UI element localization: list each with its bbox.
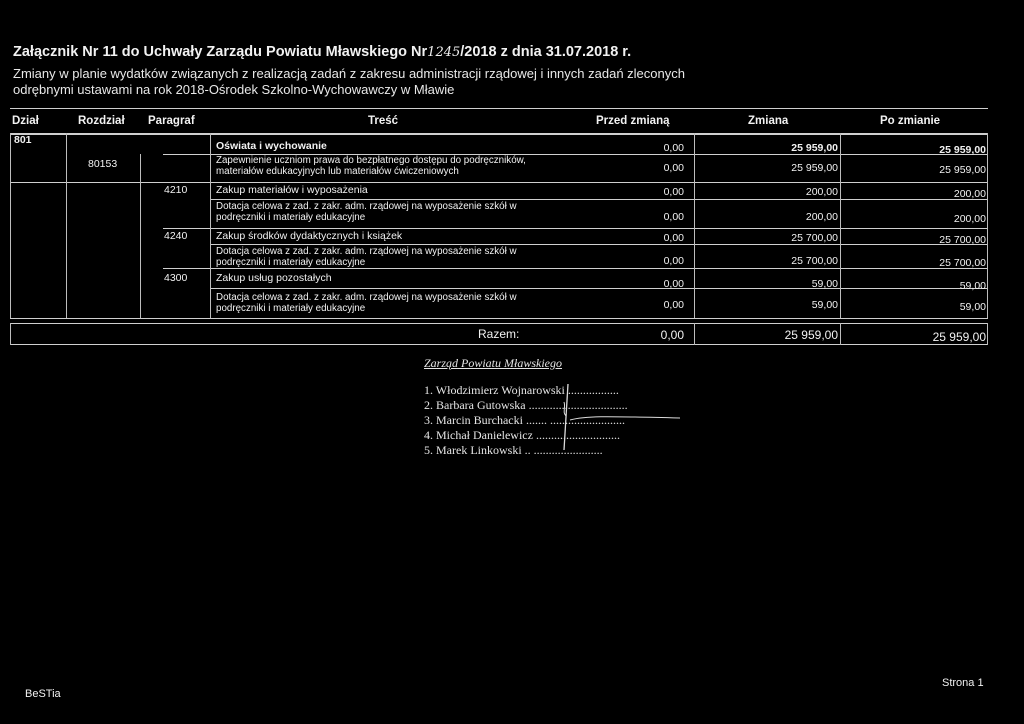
row-przed: 0,00 bbox=[663, 232, 684, 244]
row-po: 59,00 bbox=[959, 301, 986, 313]
row-po: 200,00 bbox=[953, 188, 986, 200]
row-divider bbox=[210, 199, 988, 200]
col-divider bbox=[140, 154, 141, 318]
row-divider bbox=[163, 228, 988, 229]
signature-line: 2. Barbara Gutowska ................................. bbox=[424, 398, 628, 412]
row-divider bbox=[10, 182, 988, 183]
signature-line: 4. Michał Danielewicz ............................ bbox=[424, 428, 620, 442]
row-po: 25 959,00 bbox=[939, 164, 986, 176]
row-przed: 0,00 bbox=[663, 299, 684, 311]
table-bottom-border bbox=[10, 318, 988, 319]
col-header-po: Po zmianie bbox=[880, 115, 941, 127]
row-po: 200,00 bbox=[953, 213, 986, 225]
row-tresc-line1: Zapewnienie uczniom prawa do bezpłatnego dostępu do podręczników, bbox=[216, 155, 526, 166]
row-przed: 0,00 bbox=[663, 211, 684, 223]
row-tresc-line2: podręczniki i materiały edukacyjne bbox=[216, 257, 366, 268]
row-tresc: Zakup usług pozostałych bbox=[216, 272, 332, 284]
col-divider bbox=[987, 133, 988, 318]
table-header-border bbox=[10, 133, 988, 135]
row-po: 25 700,00 bbox=[939, 234, 986, 246]
signature-line: 5. Marek Linkowski .. ....................... bbox=[424, 443, 603, 457]
total-zmiana: 25 959,00 bbox=[784, 328, 838, 342]
document-description-line2: odrębnymi ustawami na rok 2018-Ośrodek Szkolno-Wychowawczy w Mławie bbox=[13, 82, 455, 97]
handwritten-number: 1245 bbox=[427, 45, 461, 60]
footer-page-number: Strona 1 bbox=[942, 677, 984, 689]
row-paragraf: 4210 bbox=[164, 184, 188, 196]
col-divider bbox=[10, 133, 11, 318]
col-divider bbox=[694, 323, 695, 345]
row-tresc-line2: podręczniki i materiały edukacyjne bbox=[216, 303, 366, 314]
document-title: Załącznik Nr 11 do Uchwały Zarządu Powiatu Mławskiego Nr1245/2018 z dnia 31.07.2018 r. bbox=[13, 44, 632, 60]
row-tresc: Zakup środków dydaktycznych i książek bbox=[216, 230, 403, 242]
row-przed: 0,00 bbox=[663, 162, 684, 174]
row-zmiana: 25 959,00 bbox=[791, 142, 838, 154]
row-zmiana: 59,00 bbox=[811, 278, 838, 290]
row-po: 25 700,00 bbox=[939, 257, 986, 269]
row-przed: 0,00 bbox=[663, 255, 684, 267]
row-zmiana: 59,00 bbox=[811, 299, 838, 311]
row-zmiana: 200,00 bbox=[805, 186, 838, 198]
total-bottom-border bbox=[10, 344, 988, 345]
row-tresc-line1: Dotacja celowa z zad. z zakr. adm. rządowej na wyposażenie szkół w bbox=[216, 201, 517, 212]
row-przed: 0,00 bbox=[663, 278, 684, 290]
row-dzial: 801 bbox=[14, 134, 32, 146]
total-top-border bbox=[10, 323, 988, 324]
footer-software: BeSTia bbox=[25, 688, 61, 700]
col-header-dzial: Dział bbox=[12, 115, 39, 127]
col-header-zmiana: Zmiana bbox=[748, 115, 789, 127]
row-zmiana: 25 959,00 bbox=[791, 162, 838, 174]
col-header-tresc: Treść bbox=[368, 115, 399, 127]
col-divider bbox=[987, 323, 988, 345]
row-przed: 0,00 bbox=[663, 186, 684, 198]
col-header-przed: Przed zmianą bbox=[596, 115, 670, 127]
table-top-border bbox=[10, 108, 988, 109]
col-divider bbox=[210, 133, 211, 318]
board-heading: Zarząd Powiatu Mławskiego bbox=[424, 356, 563, 370]
row-tresc-line2: podręczniki i materiały edukacyjne bbox=[216, 212, 366, 223]
row-po: 25 959,00 bbox=[939, 144, 986, 156]
signature-line: 1. Włodzimierz Wojnarowski ................. bbox=[424, 383, 619, 397]
col-divider bbox=[66, 133, 67, 318]
total-label: Razem: bbox=[478, 327, 520, 341]
col-header-rozdzial: Rozdział bbox=[78, 115, 125, 127]
total-po: 25 959,00 bbox=[932, 330, 986, 344]
col-divider bbox=[840, 323, 841, 345]
row-tresc-line1: Dotacja celowa z zad. z zakr. adm. rządowej na wyposażenie szkół w bbox=[216, 292, 517, 303]
col-divider bbox=[840, 133, 841, 318]
row-tresc: Zakup materiałów i wyposażenia bbox=[216, 184, 368, 196]
signature-scribbles bbox=[540, 380, 700, 460]
row-paragraf: 4300 bbox=[164, 272, 188, 284]
row-tresc: Oświata i wychowanie bbox=[216, 140, 327, 152]
row-divider bbox=[210, 244, 988, 245]
row-tresc-line2: materiałów edukacyjnych lub materiałów ćwiczeniowych bbox=[216, 166, 459, 177]
row-paragraf: 4240 bbox=[164, 230, 188, 242]
total-przed: 0,00 bbox=[660, 328, 684, 342]
row-rozdzial: 80153 bbox=[88, 158, 118, 170]
row-tresc-line1: Dotacja celowa z zad. z zakr. adm. rządowej na wyposażenie szkół w bbox=[216, 246, 517, 257]
row-przed: 0,00 bbox=[663, 142, 684, 154]
row-divider bbox=[163, 268, 988, 269]
row-zmiana: 25 700,00 bbox=[791, 232, 838, 244]
document-description-line1: Zmiany w planie wydatków związanych z realizacją zadań z zakresu administracji rządowej i innych zadań zleconych bbox=[13, 66, 685, 81]
row-po: 59,00 bbox=[959, 280, 986, 292]
col-divider bbox=[10, 323, 11, 345]
signature-line: 3. Marcin Burchacki ....... ......................... bbox=[424, 413, 625, 427]
row-divider bbox=[210, 288, 988, 289]
row-zmiana: 200,00 bbox=[805, 211, 838, 223]
row-zmiana: 25 700,00 bbox=[791, 255, 838, 267]
col-header-paragraf: Paragraf bbox=[148, 115, 195, 127]
col-divider bbox=[694, 133, 695, 318]
